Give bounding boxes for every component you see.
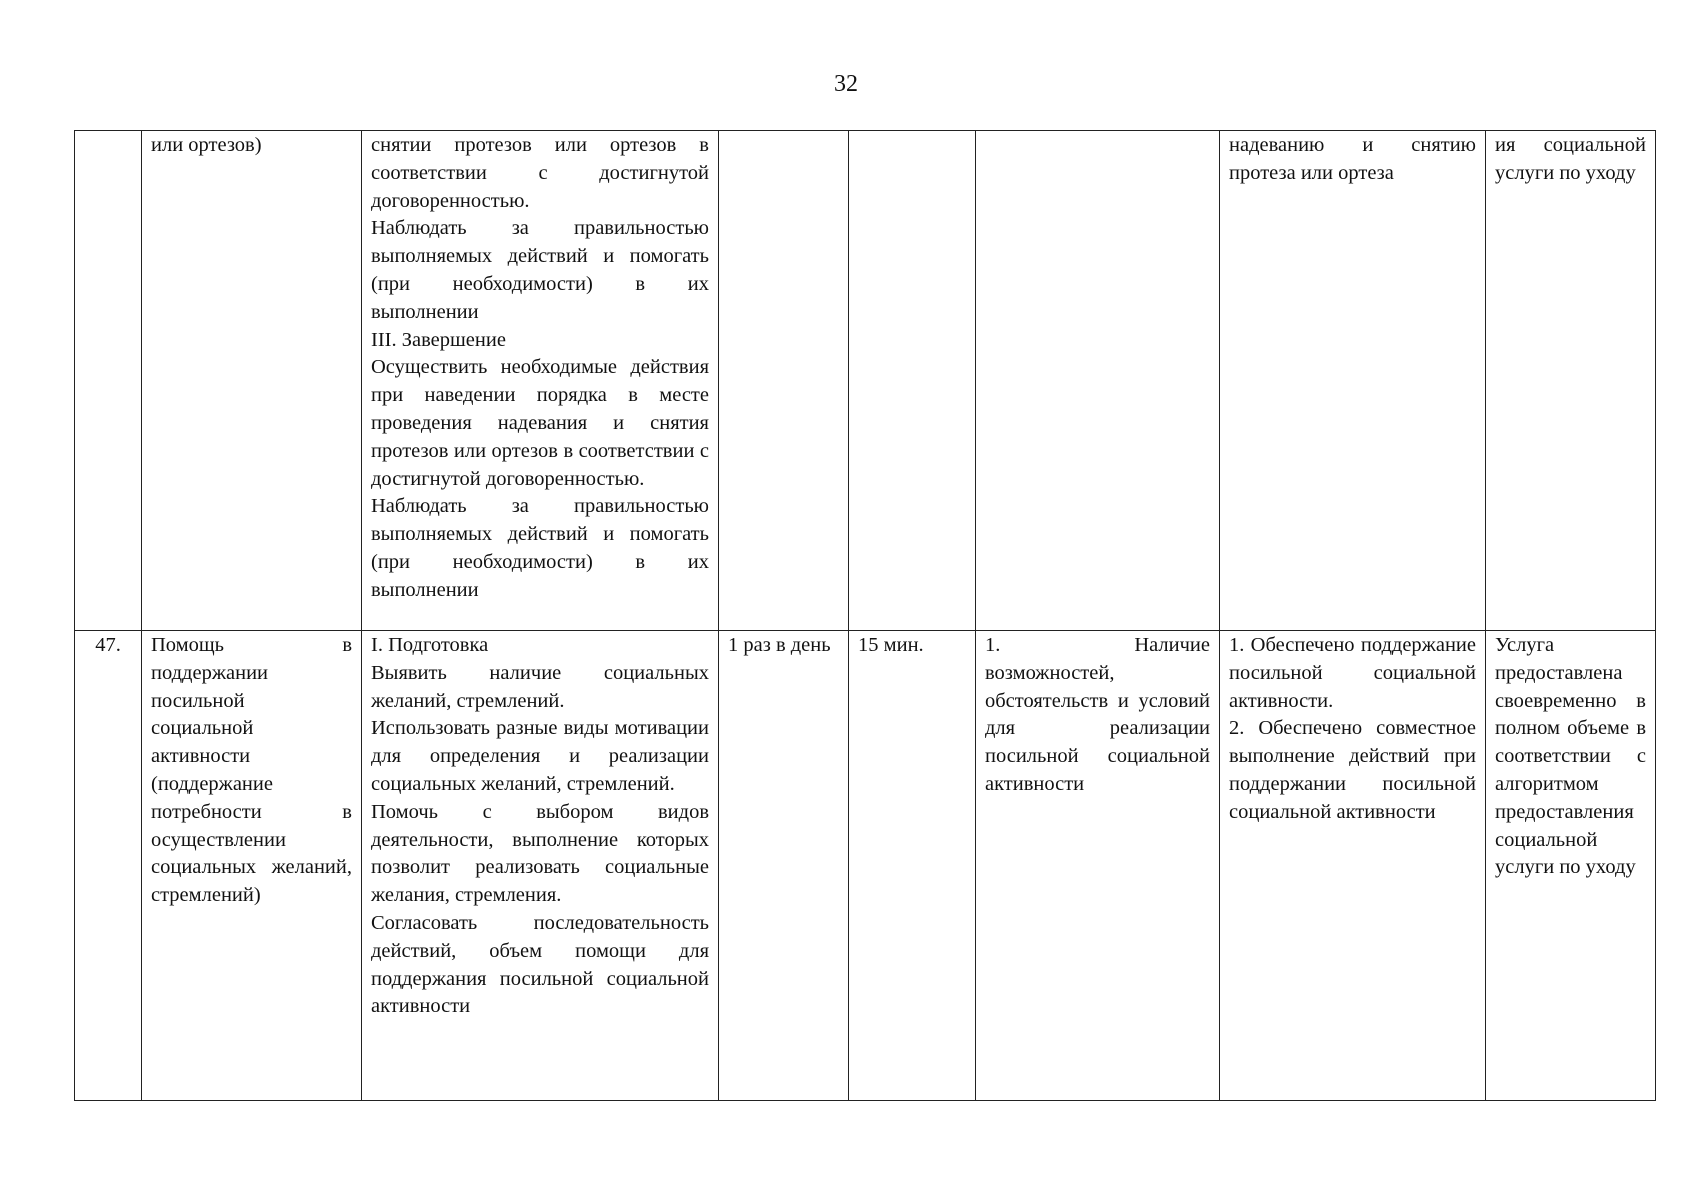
content-paragraph: Наблюдать за правильностью выполняемых действий и помогать (при необходимости) в их выполнении (371, 495, 709, 601)
service-evaluation: Услуга предоставлена своевременно в полном объеме в соответствии с алгоритмом предоставления социальной услуги по уходу (1486, 631, 1656, 1101)
service-name: Помощь в поддержании посильной социальной активности (поддержание потребности в осуществлении социальных желаний, стремлений) (142, 631, 362, 1101)
service-conditions: 1. Наличие возможностей, обстоятельств и условий для реализации посильной социальной активности (976, 631, 1220, 1101)
service-evaluation: ия социальной услуги по уходу (1486, 131, 1656, 631)
service-content (362, 131, 719, 631)
service-conditions (976, 131, 1220, 631)
service-time (849, 131, 976, 631)
table-row (75, 631, 1656, 1101)
content-paragraph: Наблюдать за правильностью выполняемых действий и помогать (при необходимости) в их выполнении (371, 217, 709, 323)
service-result (1220, 631, 1486, 1101)
content-paragraph: Использовать разные виды мотивации для определения и реализации социальных желаний, стремлений. (371, 717, 709, 795)
content-paragraph: Помочь с выбором видов деятельности, выполнение которых позволит реализовать социальные желания, стремления. (371, 800, 709, 907)
content-paragraph: Выявить наличие социальных желаний, стремлений. (371, 661, 709, 712)
result-item: 1. Обеспечено поддержание посильной социальной активности. (1229, 634, 1476, 712)
row-number (75, 131, 142, 631)
content-paragraph: Согласовать последовательность действий, объем помощи для поддержания посильной социальной активности (371, 911, 709, 1018)
row-number: 47. (75, 631, 142, 1101)
service-time: 15 мин. (849, 631, 976, 1101)
content-paragraph: снятии протезов или ортезов в соответствии с достигнутой договоренностью. (371, 134, 709, 212)
service-result: надеванию и снятию протеза или ортеза (1220, 131, 1486, 631)
services-table (74, 130, 1656, 1101)
result-item: 2. Обеспечено совместное выполнение действий при поддержании посильной социальной активности (1229, 717, 1476, 823)
section-heading: I. Подготовка (371, 634, 489, 656)
service-frequency (719, 131, 849, 631)
page-number: 32 (834, 71, 858, 97)
table-row (75, 131, 1656, 631)
service-frequency: 1 раз в день (719, 631, 849, 1101)
section-heading: III. Завершение (371, 328, 506, 351)
service-name: или ортезов) (142, 131, 362, 631)
content-paragraph: Осуществить необходимые действия при наведении порядка в месте проведения надевания и снятия протезов или ортезов в соответствии с достигнутой договоренностью. (371, 356, 709, 490)
service-content (362, 631, 719, 1101)
